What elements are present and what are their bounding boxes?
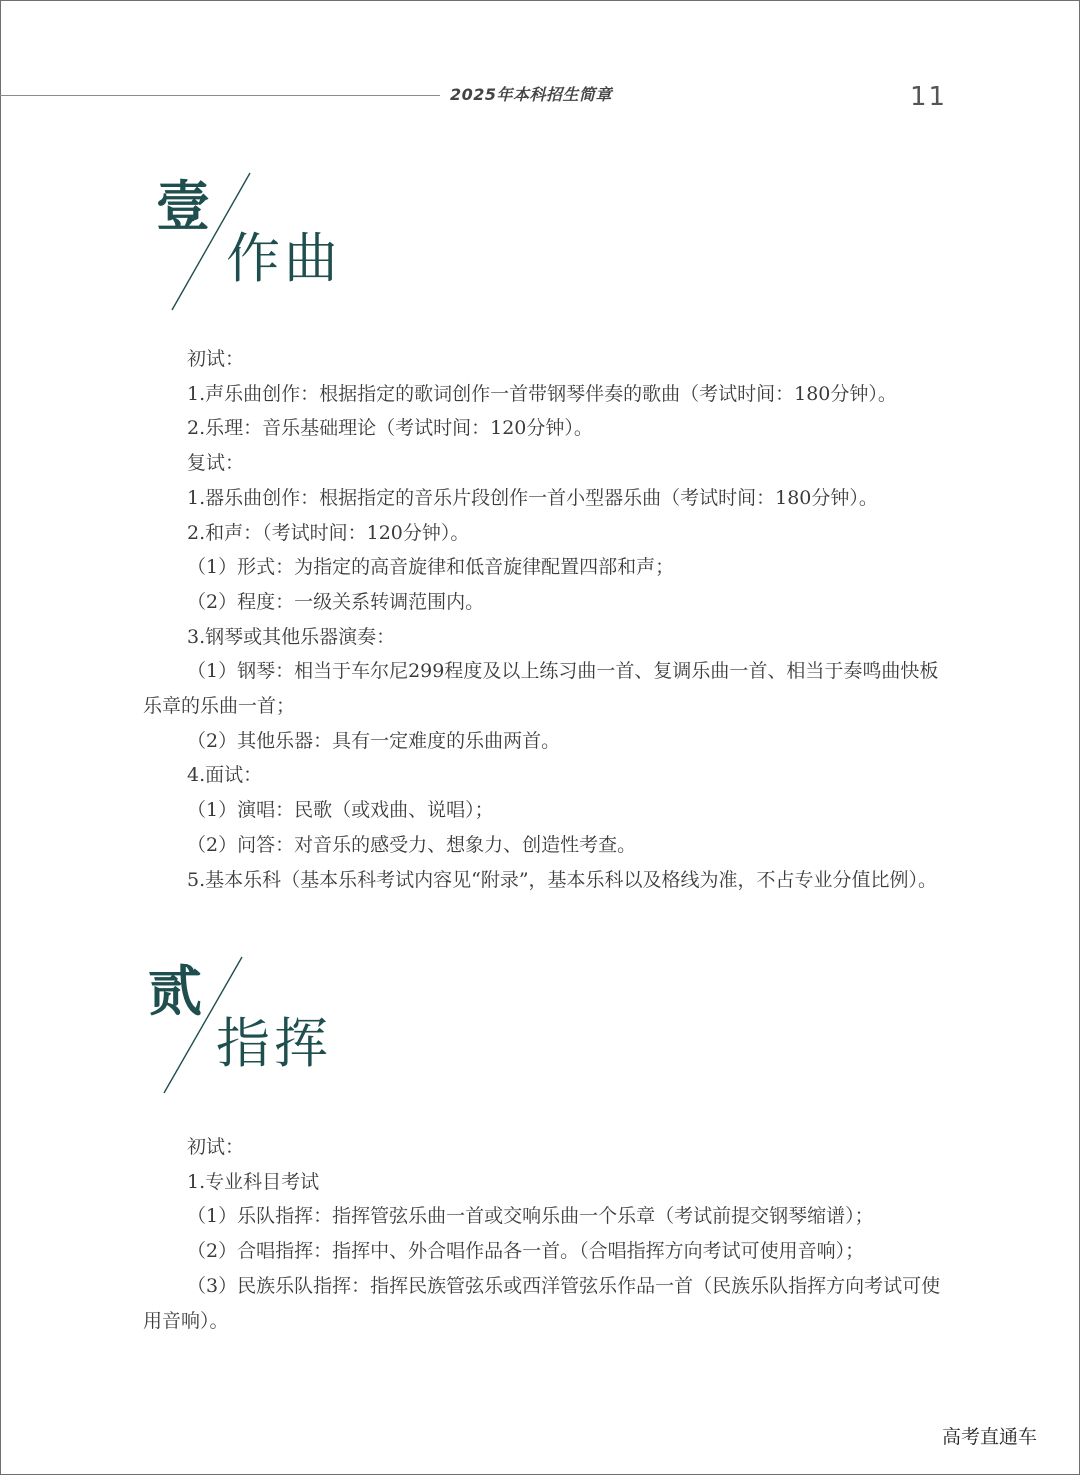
paragraph: （1）形式：为指定的高音旋律和低音旋律配置四部和声； (187, 556, 675, 579)
paragraph: 初试： (187, 348, 245, 370)
paragraph: 5.基本乐科（基本乐科考试内容见“附录”，基本乐科以及格线为准，不占专业分值比例）。 (187, 868, 938, 891)
header-rule (0, 95, 440, 96)
paragraph: 1.声乐曲创作：根据指定的歌词创作一首带钢琴伴奏的歌曲（考试时间：180分钟）。 (187, 382, 897, 405)
section-body-composition (143, 342, 943, 897)
paragraph: 初试： (187, 1136, 245, 1158)
paragraph: （2）其他乐器：具有一定难度的乐曲两首。 (187, 729, 561, 752)
paragraph: （1）乐队指挥：指挥管弦乐曲一首或交响乐曲一个乐章（考试前提交钢琴缩谱）； (187, 1205, 874, 1228)
paragraph: 复试： (187, 452, 245, 475)
paragraph: （2）合唱指挥：指挥中、外合唱作品各一首。（合唱指挥方向考试可使用音响）； (187, 1240, 865, 1263)
paragraph: 1.器乐曲创作：根据指定的音乐片段创作一首小型器乐曲（考试时间：180分钟）。 (187, 486, 878, 509)
paragraph: （3）民族乐队指挥：指挥民族管弦乐或西洋管弦乐作品一首（民族乐队指挥方向考试可使用音响）。 (143, 1274, 941, 1332)
page-number: 11 (910, 82, 948, 112)
paragraph: （1）钢琴：相当于车尔尼299程度及以上练习曲一首、复调乐曲一首、相当于奏鸣曲快板乐章的乐曲一首； (143, 660, 939, 718)
section-heading-composition (150, 170, 350, 315)
paragraph: （2）问答：对音乐的感受力、想象力、创造性考查。 (187, 833, 637, 856)
watermark-text: 高考直通车 (942, 1426, 1038, 1448)
section-number: 贰 (148, 960, 202, 1023)
section-body-conducting (143, 1130, 943, 1338)
section-title: 作曲 (226, 227, 342, 290)
section-title: 指挥 (216, 1012, 332, 1075)
paragraph: 2.和声：（考试时间：120分钟）。 (187, 521, 470, 544)
section-number: 壹 (156, 175, 210, 238)
paragraph: 4.面试： (187, 764, 263, 787)
paragraph: 1.专业科目考试 (187, 1170, 320, 1193)
paragraph: （2）程度：一级关系转调范围内。 (187, 590, 485, 613)
section-heading-conducting (142, 955, 342, 1100)
paragraph: （1）演唱：民歌（或戏曲、说唱）； (187, 799, 494, 822)
header-title: 2025年本科招生简章 (450, 85, 613, 104)
paragraph: 3.钢琴或其他乐器演奏： (187, 625, 396, 648)
paragraph: 2.乐理：音乐基础理论（考试时间：120分钟）。 (187, 417, 593, 440)
